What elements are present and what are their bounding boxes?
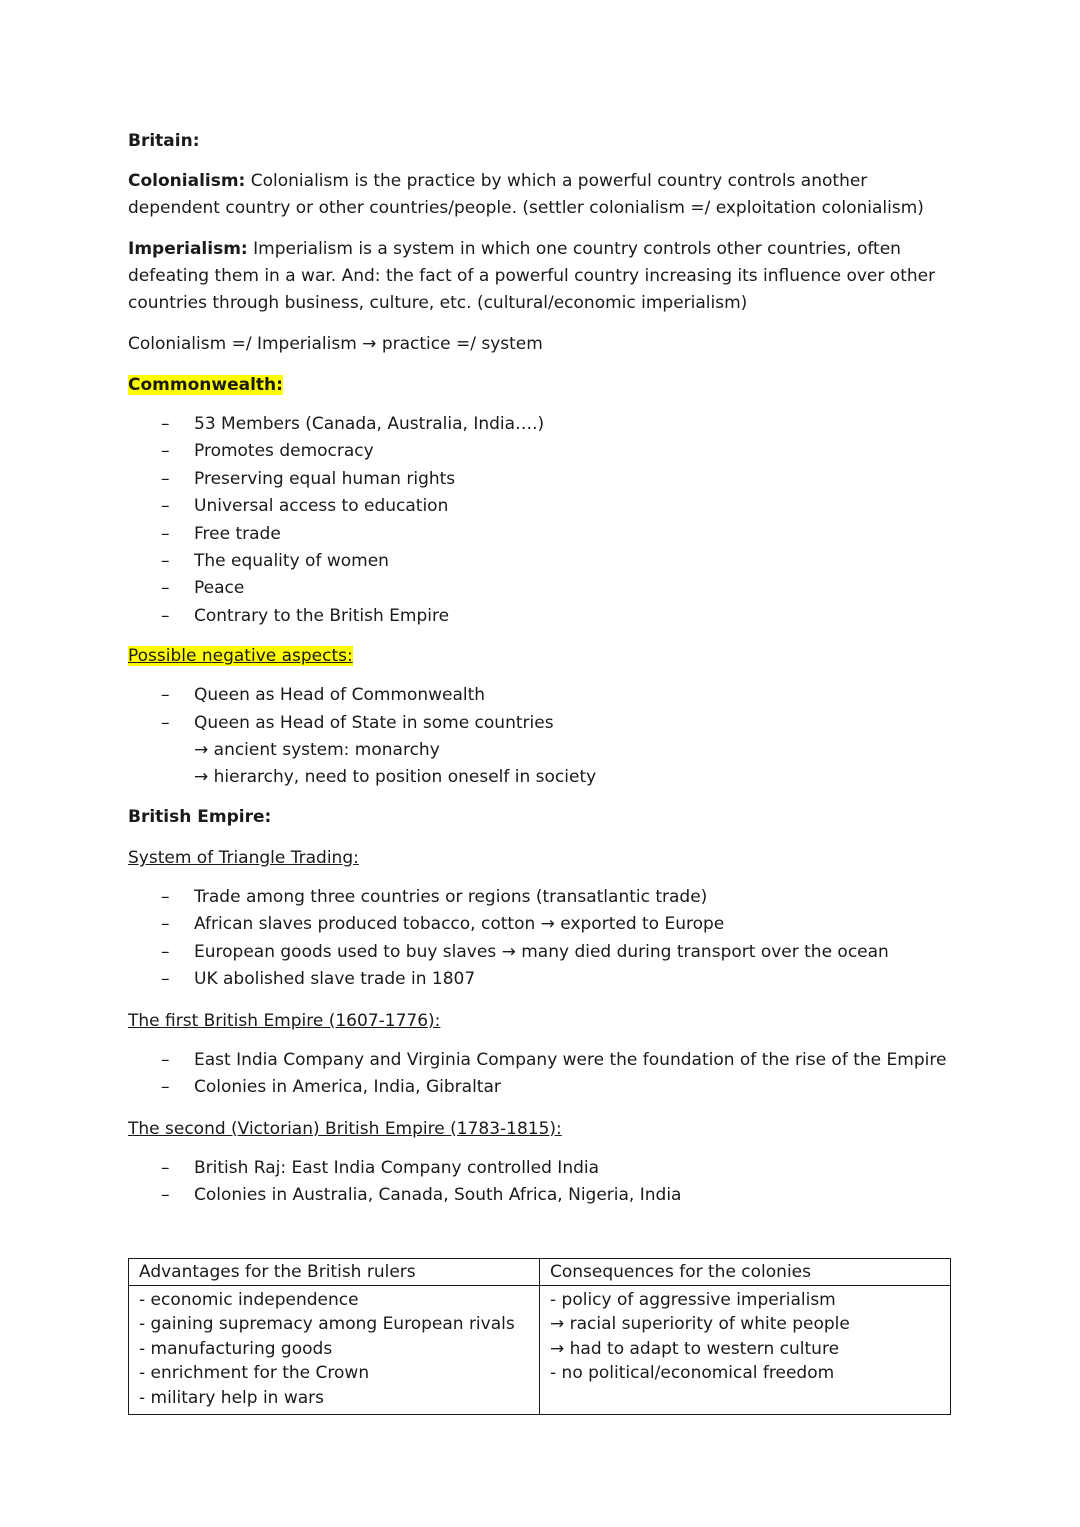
commonwealth-heading — [128, 372, 958, 399]
first-empire-heading: The first British Empire (1607-1776): — [128, 1010, 441, 1031]
list-item: – British Raj: East India Company controlled India — [161, 1157, 600, 1178]
list-item: – UK abolished slave trade in 1807 — [161, 969, 476, 990]
negative-aspects-heading-text: Possible negative aspects: — [128, 646, 353, 667]
imperialism-definition — [128, 236, 958, 317]
table-line: - no political/economical freedom — [550, 1363, 835, 1383]
table-line: - economic independence — [139, 1289, 359, 1310]
list-item: – Queen as Head of State in some countries — [161, 712, 554, 733]
advantages-cell — [129, 1285, 540, 1415]
negative-subitem: → hierarchy, need to position oneself in society — [194, 766, 597, 787]
list-item: – Queen as Head of Commonwealth — [161, 685, 486, 706]
first-empire-list — [128, 1047, 958, 1102]
table-row — [129, 1285, 951, 1415]
advantages-consequences-table — [128, 1258, 951, 1415]
list-item: – Peace — [161, 578, 245, 599]
list-item: – Contrary to the British Empire — [161, 605, 450, 626]
list-item: – The equality of women — [161, 551, 389, 572]
list-item: – European goods used to buy slaves → many died during transport over the ocean — [161, 941, 889, 962]
table-header-row — [129, 1259, 951, 1286]
second-empire-heading: The second (Victorian) British Empire (1783-1815): — [128, 1118, 562, 1139]
colonialism-definition — [128, 168, 958, 222]
colonialism-term: Colonialism: — [128, 171, 246, 191]
consequences-cell — [540, 1285, 951, 1415]
negative-aspects-list — [128, 682, 958, 737]
commonwealth-heading-text: Commonwealth: — [128, 375, 283, 395]
second-empire-list — [128, 1155, 958, 1210]
table-line: - manufacturing goods — [139, 1338, 333, 1359]
list-item: – Promotes democracy — [161, 441, 374, 462]
british-empire-heading: British Empire: — [128, 807, 272, 828]
commonwealth-list — [128, 411, 958, 630]
list-item: – Trade among three countries or regions (transatlantic trade) — [161, 887, 708, 908]
list-item: – 53 Members (Canada, Australia, India….) — [161, 414, 545, 434]
table-line: - policy of aggressive imperialism — [550, 1289, 836, 1310]
list-item: – East India Company and Virginia Company were the foundation of the rise of the Empire — [161, 1049, 947, 1070]
triangle-trading-list — [128, 884, 958, 994]
table-line: - enrichment for the Crown — [139, 1363, 370, 1383]
list-item: – Universal access to education — [161, 496, 449, 517]
list-item: – Colonies in Australia, Canada, South Africa, Nigeria, India — [161, 1184, 682, 1205]
list-item: – African slaves produced tobacco, cotton → exported to Europe — [161, 914, 725, 935]
list-item: – Preserving equal human rights — [161, 468, 456, 489]
document-page — [128, 128, 958, 1209]
triangle-trading-heading: System of Triangle Trading: — [128, 848, 359, 869]
list-item: – Colonies in America, India, Gibraltar — [161, 1077, 501, 1098]
imperialism-term: Imperialism: — [128, 239, 248, 259]
table-line: - gaining supremacy among European rivals — [139, 1314, 515, 1334]
table-line: → racial superiority of white people — [550, 1314, 850, 1334]
colonialism-text: Colonialism is the practice by which a powerful country controls another dependent country or other countries/people. (settler colonialism =/ exploitation colonialism) — [128, 171, 924, 218]
list-item: – Free trade — [161, 523, 281, 544]
table-header-advantages: Advantages for the British rulers — [129, 1259, 540, 1286]
table-line: → had to adapt to western culture — [550, 1338, 840, 1359]
table-header-consequences: Consequences for the colonies — [540, 1259, 951, 1286]
britain-heading: Britain: — [128, 131, 200, 151]
negative-subitem: → ancient system: monarchy — [194, 740, 440, 761]
imperialism-text: Imperialism is a system in which one country controls other countries, often defeating them in a war. And: the fact of a powerful country increasing its influence over other countries through business, culture, etc. (cultural/economic imperialism) — [128, 239, 936, 313]
negative-aspects-heading — [128, 643, 958, 670]
comparison-line: Colonialism =/ Imperialism → practice =/ system — [128, 334, 543, 354]
table-line: - military help in wars — [139, 1387, 325, 1408]
